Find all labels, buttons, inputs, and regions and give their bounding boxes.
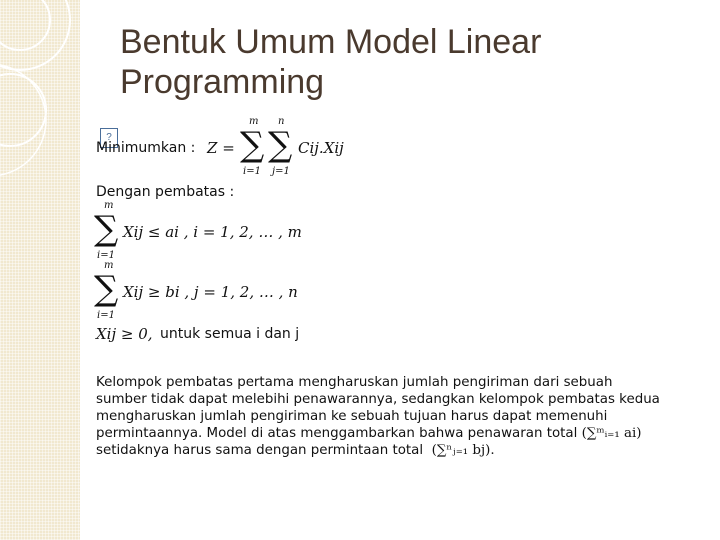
constraint2-sigma-icon: ∑	[94, 269, 119, 309]
decorative-circles	[0, 0, 80, 540]
objective-lhs: Z =	[207, 139, 235, 157]
title-line-1: Bentuk Umum Model Linear	[120, 23, 542, 61]
constraint1-expression: Xij ≤ ai , i = 1, 2, … , m	[123, 223, 302, 241]
supply-total-sum: (∑ᵐᵢ₌₁ ai)	[581, 426, 642, 441]
paragraph-line-1: Kelompok pembatas pertama mengharuskan jumlah pengiriman dari sebuah	[96, 375, 613, 390]
paragraph-line-5-text: setidaknya harus sama dengan permintaan total	[96, 443, 424, 458]
objective-term: Cij.Xij	[298, 139, 344, 157]
paragraph-line-5	[96, 442, 696, 459]
constraint1-sigma-icon: ∑	[94, 209, 119, 249]
sum2-lower: j=1	[272, 166, 290, 177]
constraint2-lower: i=1	[97, 310, 115, 321]
sum2-upper: n	[278, 116, 285, 127]
constraint1-lower: i=1	[97, 250, 115, 261]
paragraph-line-4	[96, 425, 696, 442]
constraints-label: Dengan pembatas :	[96, 184, 235, 200]
constraint2-upper: m	[104, 260, 114, 271]
constraint2-expression: Xij ≥ bi , j = 1, 2, … , n	[123, 283, 298, 301]
constraint1-upper: m	[104, 200, 114, 211]
slide-title	[120, 22, 680, 102]
objective-label: Minimumkan :	[96, 140, 196, 156]
explanation-paragraph	[96, 374, 696, 459]
constraint3-expression: Xij ≥ 0,	[96, 325, 153, 343]
constraint3-text: untuk semua i dan j	[160, 326, 300, 342]
paragraph-line-2: sumber tidak dapat melebihi penawarannya, sedangkan kelompok pembatas kedua	[96, 392, 660, 407]
paragraph-line-3: mengharuskan jumlah pengiriman ke sebuah tujuan harus dapat memenuhi	[96, 409, 608, 424]
sum1-sigma-icon: ∑	[240, 125, 265, 165]
sum1-upper: m	[249, 116, 259, 127]
sum2-sigma-icon: ∑	[268, 125, 293, 165]
sum1-lower: i=1	[243, 166, 261, 177]
decorative-left-band	[0, 0, 80, 540]
title-line-2: Programming	[120, 63, 325, 101]
demand-total-sum: (∑ⁿⱼ₌₁ bj).	[431, 443, 495, 458]
paragraph-line-4-text: permintaannya. Model di atas menggambarkan bahwa penawaran total	[96, 426, 578, 441]
missing-glyph-icon: ?	[100, 128, 118, 148]
